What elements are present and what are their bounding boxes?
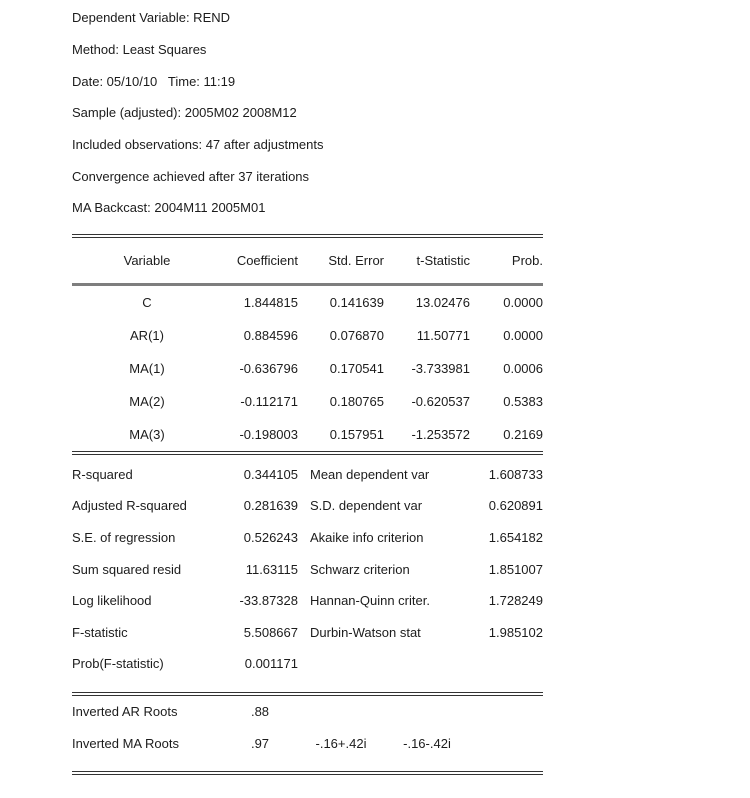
std-error-cell: 0.157951 bbox=[329, 427, 384, 443]
stat-value: 0.001171 bbox=[244, 656, 298, 672]
stat-label: Akaike info criterion bbox=[310, 529, 424, 545]
stat-label: Schwarz criterion bbox=[310, 561, 410, 577]
table-row bbox=[72, 352, 543, 385]
stat-value: 1.851007 bbox=[488, 561, 543, 577]
column-header-variable: Variable bbox=[123, 253, 171, 269]
variable-cell: MA(1) bbox=[129, 361, 165, 377]
sample-line: Sample (adjusted): 2005M02 2008M12 bbox=[72, 105, 297, 121]
stat-label: S.E. of regression bbox=[72, 529, 176, 545]
stat-value: 1.985102 bbox=[488, 624, 543, 640]
stat-label: Prob(F-statistic) bbox=[72, 656, 164, 672]
variable-cell: MA(3) bbox=[129, 427, 165, 443]
dependent-variable-line: Dependent Variable: REND bbox=[72, 10, 231, 26]
stats-row bbox=[72, 648, 543, 680]
summary-statistics bbox=[72, 455, 543, 691]
stat-label: Mean dependent var bbox=[310, 466, 430, 482]
ma-backcast-line: MA Backcast: 2004M11 2005M01 bbox=[72, 200, 266, 216]
table-bottom-rule bbox=[72, 771, 543, 775]
stat-label: R-squared bbox=[72, 466, 133, 482]
stat-label: Sum squared resid bbox=[72, 561, 182, 577]
stat-value: 0.281639 bbox=[243, 498, 298, 514]
stat-label: S.D. dependent var bbox=[310, 498, 423, 514]
coefficient-cell: -0.198003 bbox=[239, 427, 298, 443]
convergence-line: Convergence achieved after 37 iterations bbox=[72, 168, 310, 184]
roots-row bbox=[72, 727, 543, 759]
table-row bbox=[72, 385, 543, 418]
stat-value: 0.526243 bbox=[243, 529, 298, 545]
stat-value: 11.63115 bbox=[245, 561, 298, 577]
coefficient-cell: 0.884596 bbox=[243, 328, 298, 344]
stat-value: 1.654182 bbox=[488, 529, 543, 545]
stat-label: Adjusted R-squared bbox=[72, 498, 187, 514]
t-statistic-cell: 13.02476 bbox=[415, 295, 470, 311]
stat-value: 0.620891 bbox=[488, 498, 543, 514]
coefficient-cell: -0.112171 bbox=[240, 394, 298, 410]
inverted-roots bbox=[72, 696, 543, 771]
column-header-coefficient: Coefficient bbox=[236, 253, 298, 269]
stat-value: -33.87328 bbox=[239, 593, 298, 609]
prob-cell: 0.2169 bbox=[503, 427, 543, 443]
table-row bbox=[72, 286, 543, 319]
coefficient-cell: -0.636796 bbox=[239, 361, 298, 377]
root-value: -.16+.42i bbox=[315, 735, 367, 751]
variable-cell: AR(1) bbox=[130, 328, 164, 344]
stats-row bbox=[72, 553, 543, 585]
stats-row bbox=[72, 522, 543, 554]
observations-line: Included observations: 47 after adjustments bbox=[72, 136, 324, 152]
roots-label: Inverted MA Roots bbox=[72, 735, 179, 751]
t-statistic-cell: -0.620537 bbox=[411, 394, 470, 410]
root-value: .97 bbox=[250, 735, 270, 751]
root-value: .88 bbox=[250, 703, 270, 719]
column-header-prob: Prob. bbox=[511, 253, 543, 269]
method-line: Method: Least Squares bbox=[72, 41, 207, 57]
prob-cell: 0.0000 bbox=[503, 328, 543, 344]
stat-value: 1.608733 bbox=[488, 466, 543, 482]
estimation-info bbox=[72, 2, 750, 223]
column-header-std-error: Std. Error bbox=[328, 253, 384, 269]
stat-value: 0.344105 bbox=[243, 466, 298, 482]
roots-row bbox=[72, 696, 543, 728]
stat-value: 1.728249 bbox=[488, 593, 543, 609]
table-header-row bbox=[72, 238, 543, 283]
std-error-cell: 0.180765 bbox=[329, 394, 384, 410]
stat-label: Durbin-Watson stat bbox=[310, 624, 421, 640]
stats-row bbox=[72, 616, 543, 648]
prob-cell: 0.0006 bbox=[503, 361, 543, 377]
stat-label: F-statistic bbox=[72, 624, 128, 640]
regression-table bbox=[72, 234, 543, 774]
root-value: -.16-.42i bbox=[403, 735, 451, 751]
coefficient-rows bbox=[72, 286, 543, 451]
date-time-line: Date: 05/10/10 Time: 11:19 bbox=[72, 73, 236, 89]
variable-cell: C bbox=[142, 295, 152, 311]
std-error-cell: 0.170541 bbox=[329, 361, 384, 377]
stat-value: 5.508667 bbox=[243, 624, 298, 640]
std-error-cell: 0.141639 bbox=[329, 295, 384, 311]
stat-label: Log likelihood bbox=[72, 593, 152, 609]
variable-cell: MA(2) bbox=[129, 394, 165, 410]
stat-label: Hannan-Quinn criter. bbox=[310, 593, 430, 609]
t-statistic-cell: -1.253572 bbox=[411, 427, 470, 443]
roots-label: Inverted AR Roots bbox=[72, 703, 178, 719]
coefficient-cell: 1.844815 bbox=[243, 295, 298, 311]
stats-row bbox=[72, 490, 543, 522]
table-row bbox=[72, 418, 543, 451]
stats-row bbox=[72, 585, 543, 617]
prob-cell: 0.0000 bbox=[503, 295, 543, 311]
t-statistic-cell: -3.733981 bbox=[411, 361, 470, 377]
table-row bbox=[72, 319, 543, 352]
column-header-t-statistic: t-Statistic bbox=[416, 253, 470, 269]
stats-row bbox=[72, 458, 543, 490]
std-error-cell: 0.076870 bbox=[329, 328, 384, 344]
prob-cell: 0.5383 bbox=[503, 394, 543, 410]
t-statistic-cell: 11.50771 bbox=[416, 328, 470, 344]
